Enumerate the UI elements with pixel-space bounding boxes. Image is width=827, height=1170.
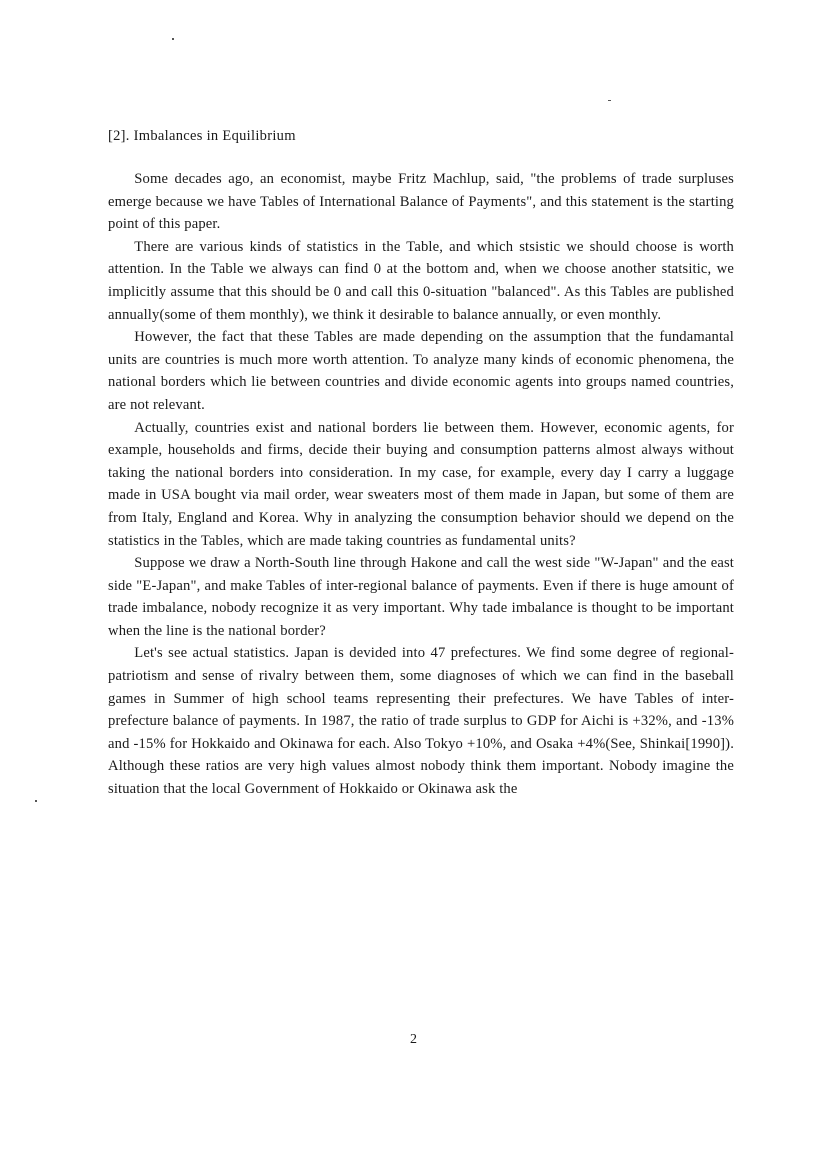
- paragraph: Some decades ago, an economist, maybe Fritz Machlup, said, "the problems of trade surpluses emerge because we have Tables of International Balance of Payments", and this statement is the starting point of this paper.: [108, 171, 734, 233]
- paragraph: Actually, countries exist and national borders lie between them. However, economic agents, for example, households and firms, decide their buying and consumption patterns almost always without taking the national borders into consideration. In my case, for example, every day I carry a luggage made in USA bought via mail order, wear sweaters most of them made in Japan, but some of them are from Italy, England and Korea. Why in analyzing the consumption behavior should we depend on the statistics in the Tables, which are made taking countries as fundamental units?: [108, 419, 734, 549]
- scan-speck: [172, 38, 174, 40]
- paragraph: There are various kinds of statistics in the Table, and which stsistic we should choose is worth attention. In the Table we always can find 0 at the bottom and, when we choose another statsitic, we implicitly assume that this should be 0 and call this 0-situation "balanced". As this Tables are published annually(some of them monthly), we think it desirable to balance annually, or even monthly.: [108, 238, 734, 323]
- scan-speck: [35, 800, 37, 802]
- section-heading: [2]. Imbalances in Equilibrium: [108, 128, 296, 144]
- body-text: [108, 168, 734, 801]
- paragraph: Suppose we draw a North-South line through Hakone and call the west side "W-Japan" and the east side "E-Japan", and make Tables of inter-regional balance of payments. Even if there is huge amount of trade imbalance, nobody recognize it as very important. Why tade imbalance is thought to be important when the line is the national border?: [108, 555, 734, 639]
- scan-speck: [608, 100, 611, 101]
- paragraph: However, the fact that these Tables are made depending on the assumption that the fundamantal units are countries is much more worth attention. To analyze many kinds of economic phenomena, the national borders which lie between countries and divide economic agents into groups named countries, are not relevant.: [108, 329, 734, 413]
- paragraph: Let's see actual statistics. Japan is devided into 47 prefectures. We find some degree of regional-patriotism and sense of rivalry between them, some diagnoses of which we can find in the baseball games in Summer of high school teams representing their prefectures. We have Tables of inter-prefecture balance of payments. In 1987, the ratio of trade surplus to GDP for Aichi is +32%, and -13% and -15% for Hokkaido and Okinawa for each. Also Tokyo +10%, and Osaka +4%(See, Shinkai[1990]). Although these ratios are very high values almost nobody think them important. Nobody imagine the situation that the local Government of Hokkaido or Okinawa ask the: [108, 645, 734, 798]
- page-number: 2: [410, 1032, 417, 1047]
